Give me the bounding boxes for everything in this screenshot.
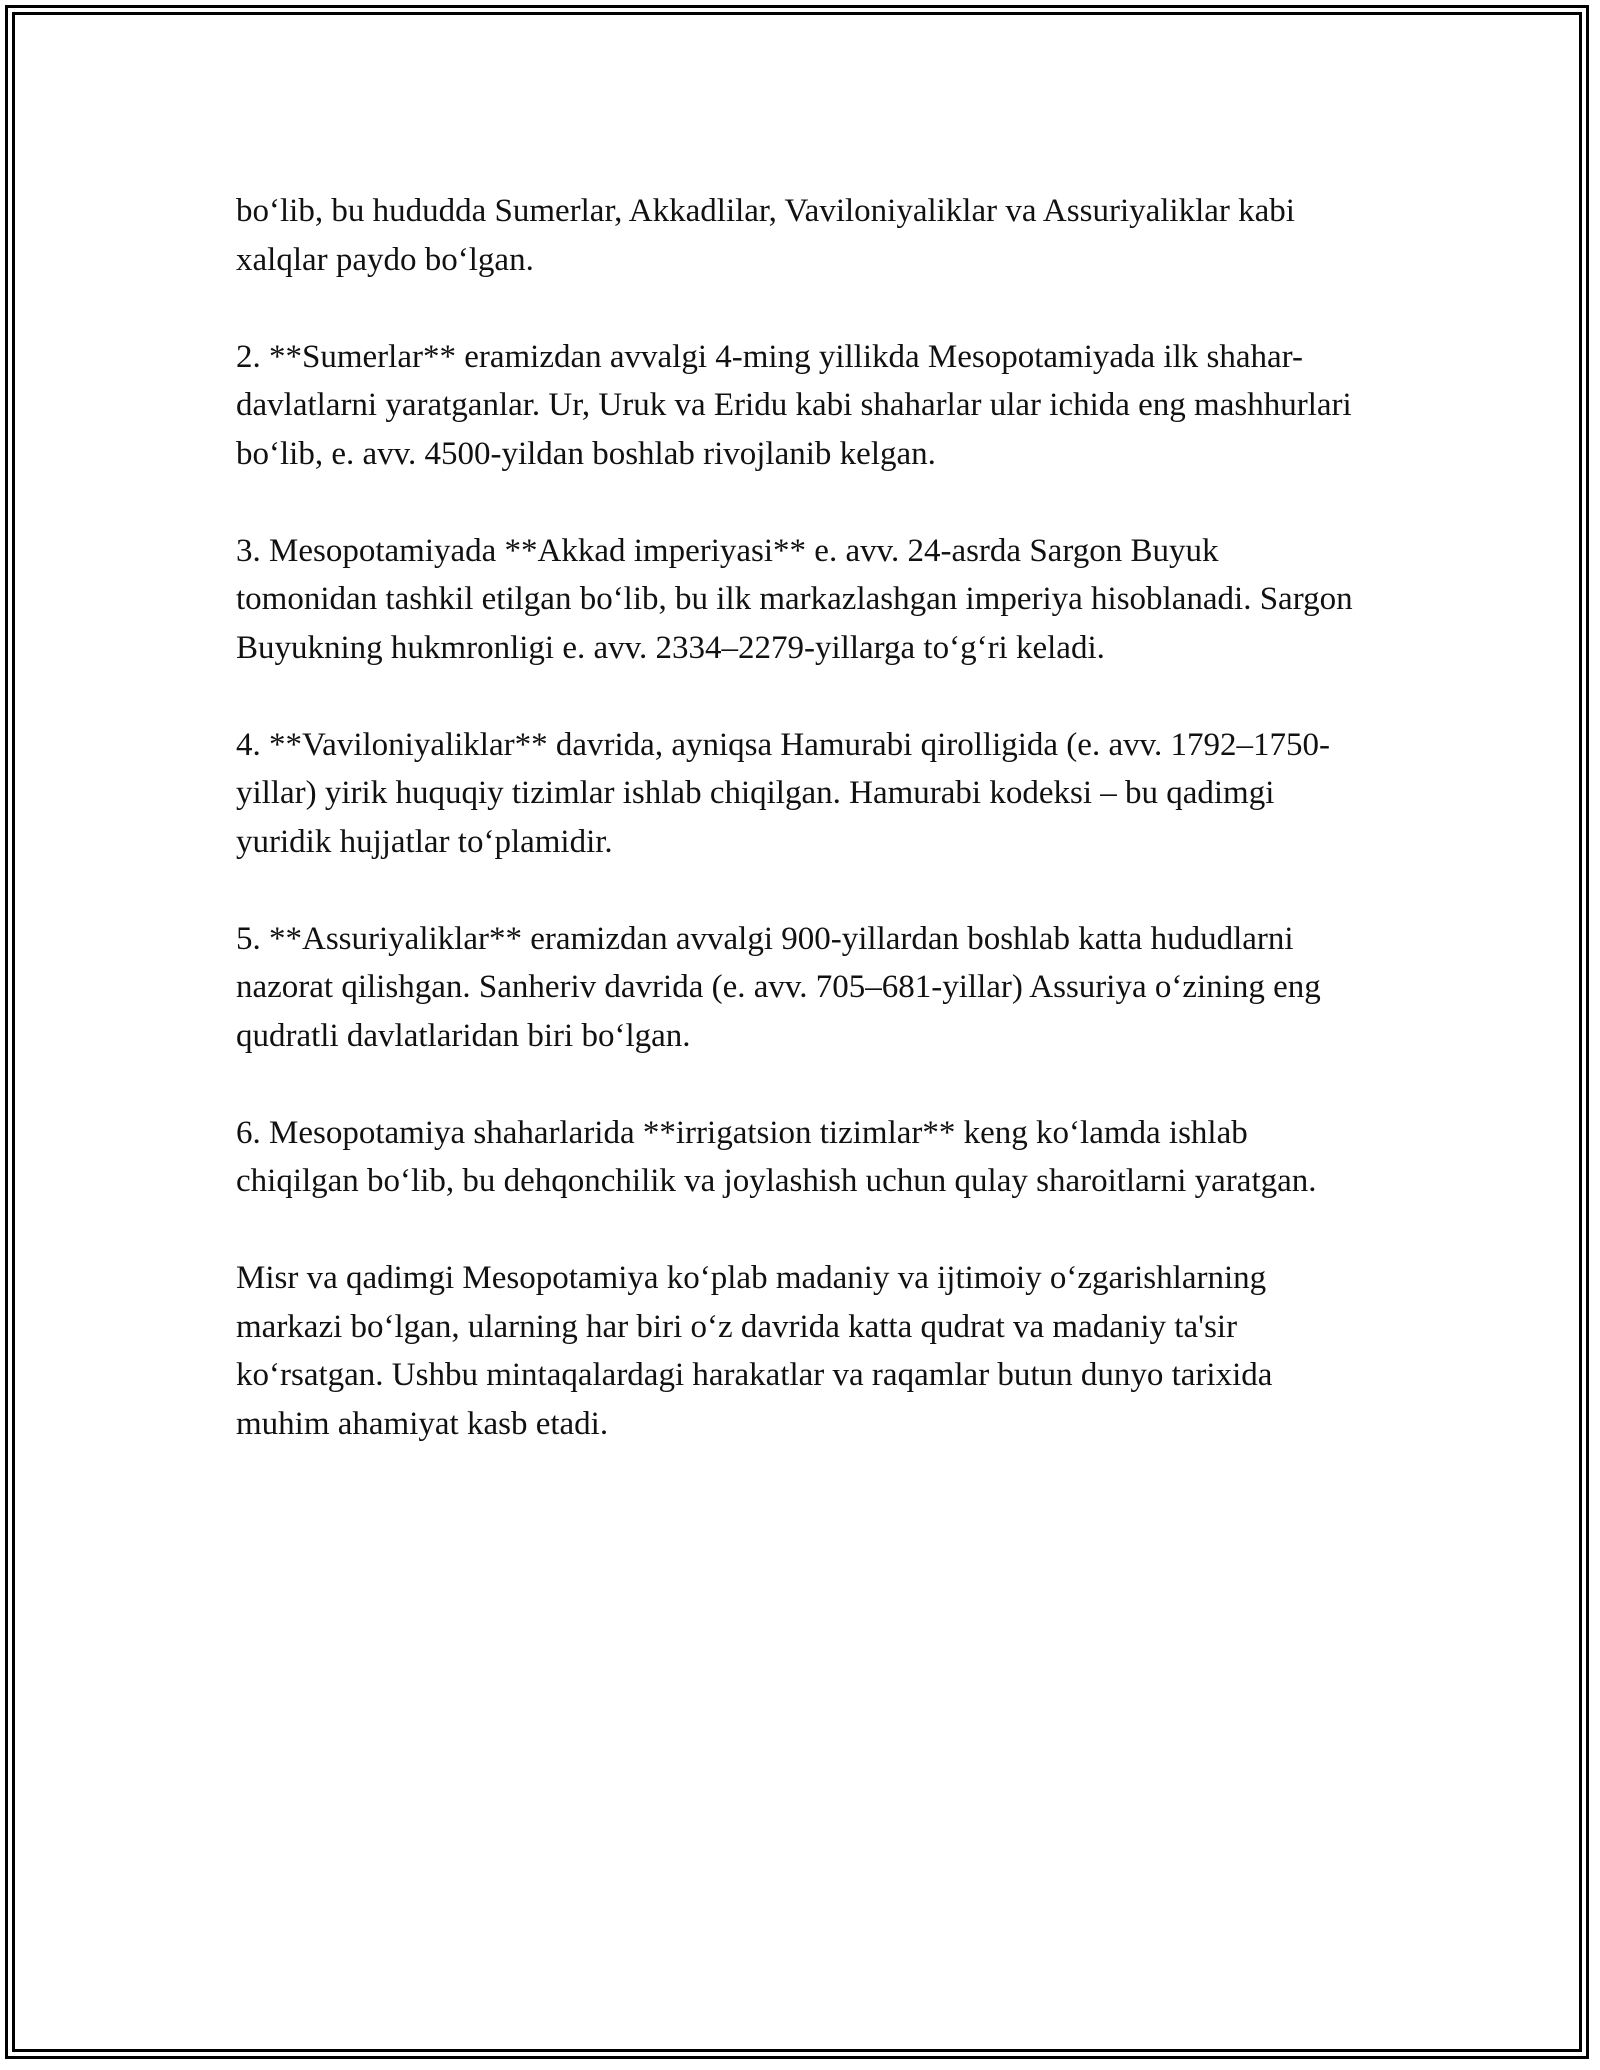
paragraph-irrigation: 6. Mesopotamiya shaharlarida **irrigatsion tizimlar** keng ko‘lamda ishlab chiqilgan bo‘lib, bu dehqonchilik va joylashish uchun qulay sharoitlarni yaratgan. [236,1114,1317,1199]
paragraph-akkad-empire: 3. Mesopotamiyada **Akkad imperiyasi** e. avv. 24-asrda Sargon Buyuk tomonidan tashkil etilgan bo‘lib, bu ilk markazlashgan imperiya hisoblanadi. Sargon Buyukning hukmronligi e. avv. 2334–2279-yillarga to‘g‘ri keladi. [236,532,1353,666]
document-body [236,187,1366,1497]
paragraph-intro-continuation: bo‘lib, bu hududda Sumerlar, Akkadlilar, Vaviloniyaliklar va Assuriyaliklar kabi xalqlar paydo bo‘lgan. [236,193,1295,278]
paragraph-babylonians: 4. **Vaviloniyaliklar** davrida, ayniqsa Hamurabi qirolligida (e. avv. 1792–1750-yillar) yirik huquqiy tizimlar ishlab chiqilgan. Hamurabi kodeksi – bu qadimgi yuridik hujjatlar to‘plamidir. [236,726,1330,860]
paragraph-sumerians: 2. **Sumerlar** eramizdan avvalgi 4-ming yillikda Mesopotamiyada ilk shahar-davlatlarni yaratganlar. Ur, Uruk va Eridu kabi shaharlar ular ichida eng mashhurlari bo‘lib, e. avv. 4500-yildan boshlab rivojlanib kelgan. [236,338,1352,472]
paragraph-assyrians: 5. **Assuriyaliklar** eramizdan avvalgi 900-yillardan boshlab katta hududlarni nazorat qilishgan. Sanheriv davrida (e. avv. 705–681-yillar) Assuriya o‘zining eng qudratli davlatlaridan biri bo‘lgan. [236,920,1321,1054]
paragraph-conclusion: Misr va qadimgi Mesopotamiya ko‘plab madaniy va ijtimoiy o‘zgarishlarning markazi bo‘lgan, ularning har biri o‘z davrida katta qudrat va madaniy ta'sir ko‘rsatgan. Ushbu mintaqalardagi harakatlar va raqamlar butun dunyo tarixida muhim ahamiyat kasb etadi. [236,1260,1273,1442]
